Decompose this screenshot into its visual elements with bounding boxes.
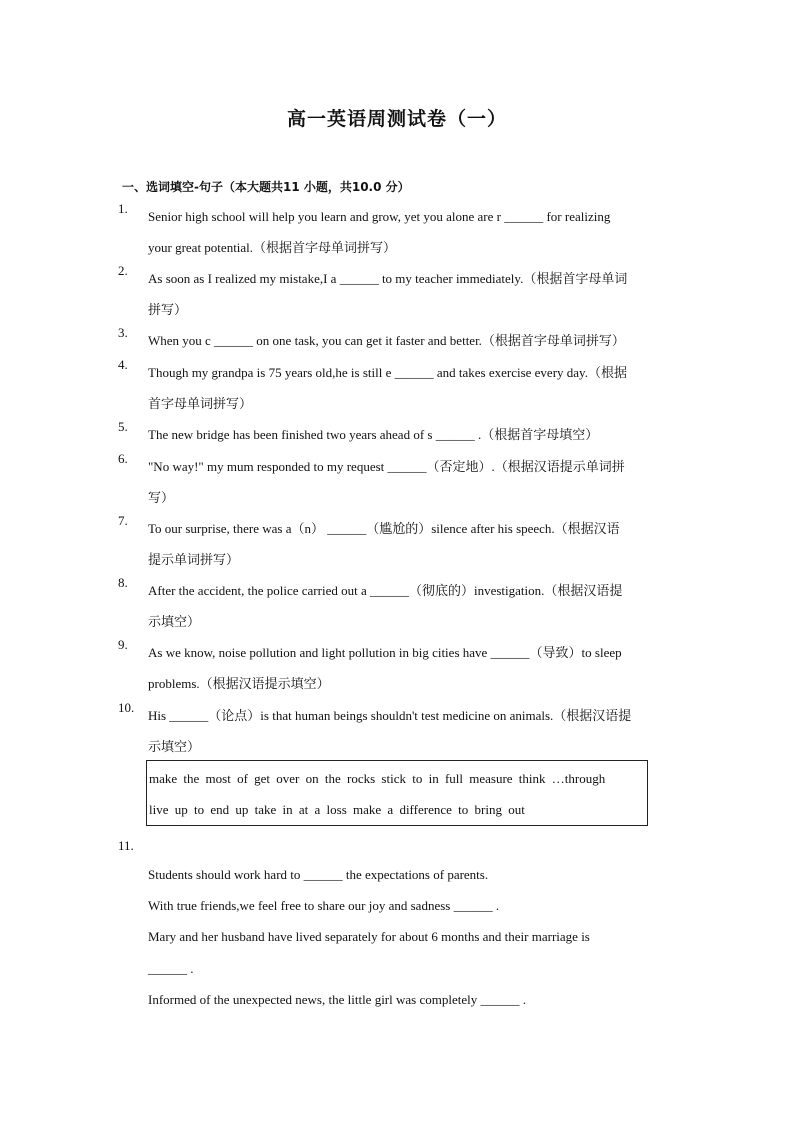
q11-sentence: ______ . — [148, 961, 194, 976]
question-line: Senior high school will help you learn and grow, yet you alone are r ______ for realizing — [148, 209, 611, 224]
q11-sentence: Mary and her husband have lived separately for about 6 months and their marriage is — [148, 929, 590, 944]
question-number: 6. — [118, 451, 128, 466]
question-line: When you c ______ on one task, you can get it faster and better.（根据首字母单词拼写） — [148, 333, 625, 348]
question-text — [148, 575, 678, 637]
question-line: Though my grandpa is 75 years old,he is still e ______ and takes exercise every day.（根据 — [148, 365, 627, 380]
question-line: 提示单词拼写） — [148, 552, 240, 567]
question-number: 4. — [118, 357, 128, 372]
question-line: 拼写） — [148, 302, 188, 317]
question-line: 示填空） — [148, 614, 201, 629]
question-number: 1. — [118, 201, 128, 216]
question-number: 9. — [118, 637, 128, 652]
question-number: 8. — [118, 575, 128, 590]
question-line: The new bridge has been finished two years ahead of s ______ .（根据首字母填空） — [148, 427, 599, 442]
q11-sentence: With true friends,we feel free to share our joy and sadness ______ . — [148, 898, 500, 913]
question-text — [148, 201, 678, 263]
question-line: His ______（论点）is that human beings shouldn't test medicine on animals.（根据汉语提 — [148, 708, 632, 723]
question-text — [148, 357, 678, 419]
question-line: As soon as I realized my mistake,I a ______ to my teacher immediately.（根据首字母单词 — [148, 271, 628, 286]
question-line: 示填空） — [148, 739, 201, 754]
word-bank-row: live up to end up take in at a loss make a difference to bring out — [149, 802, 525, 817]
question-number: 7. — [118, 513, 128, 528]
q11-sentence: Students should work hard to ______ the expectations of parents. — [148, 867, 489, 882]
question-number: 5. — [118, 419, 128, 434]
q11-sentence: Informed of the unexpected news, the little girl was completely ______ . — [148, 992, 526, 1007]
question-text — [148, 451, 678, 513]
question-line: problems.（根据汉语提示填空） — [148, 676, 330, 691]
question-number: 2. — [118, 263, 128, 278]
question-line: your great potential.（根据首字母单词拼写） — [148, 240, 397, 255]
question-text — [148, 263, 678, 325]
question-line: "No way!" my mum responded to my request ______（否定地）.（根据汉语提示单词拼 — [148, 459, 625, 474]
question-line: As we know, noise pollution and light pollution in big cities have ______（导致）to sleep — [148, 645, 622, 660]
question-text — [148, 637, 678, 699]
question-line: After the accident, the police carried out a ______（彻底的）investigation.（根据汉语提 — [148, 583, 623, 598]
question-text — [148, 325, 678, 356]
question-line: 写） — [148, 490, 175, 505]
question-text — [148, 419, 678, 450]
word-bank-row: make the most of get over on the rocks stick to in full measure think …through — [149, 771, 606, 786]
question-number: 3. — [118, 325, 128, 340]
word-bank-box — [146, 760, 648, 826]
question-number: 10. — [118, 700, 135, 715]
section-heading: 一、选词填空-句子（本大题共11 小题，共10.0 分） — [122, 180, 410, 194]
question-line: To our surprise, there was a（n） ______（尴尬的）silence after his speech.（根据汉语 — [148, 521, 620, 536]
page-title: 高一英语周测试卷（一） — [286, 108, 507, 130]
question-text — [148, 700, 678, 762]
question-line: 首字母单词拼写） — [148, 396, 253, 411]
question-number: 11. — [118, 838, 134, 853]
question-text — [148, 513, 678, 575]
